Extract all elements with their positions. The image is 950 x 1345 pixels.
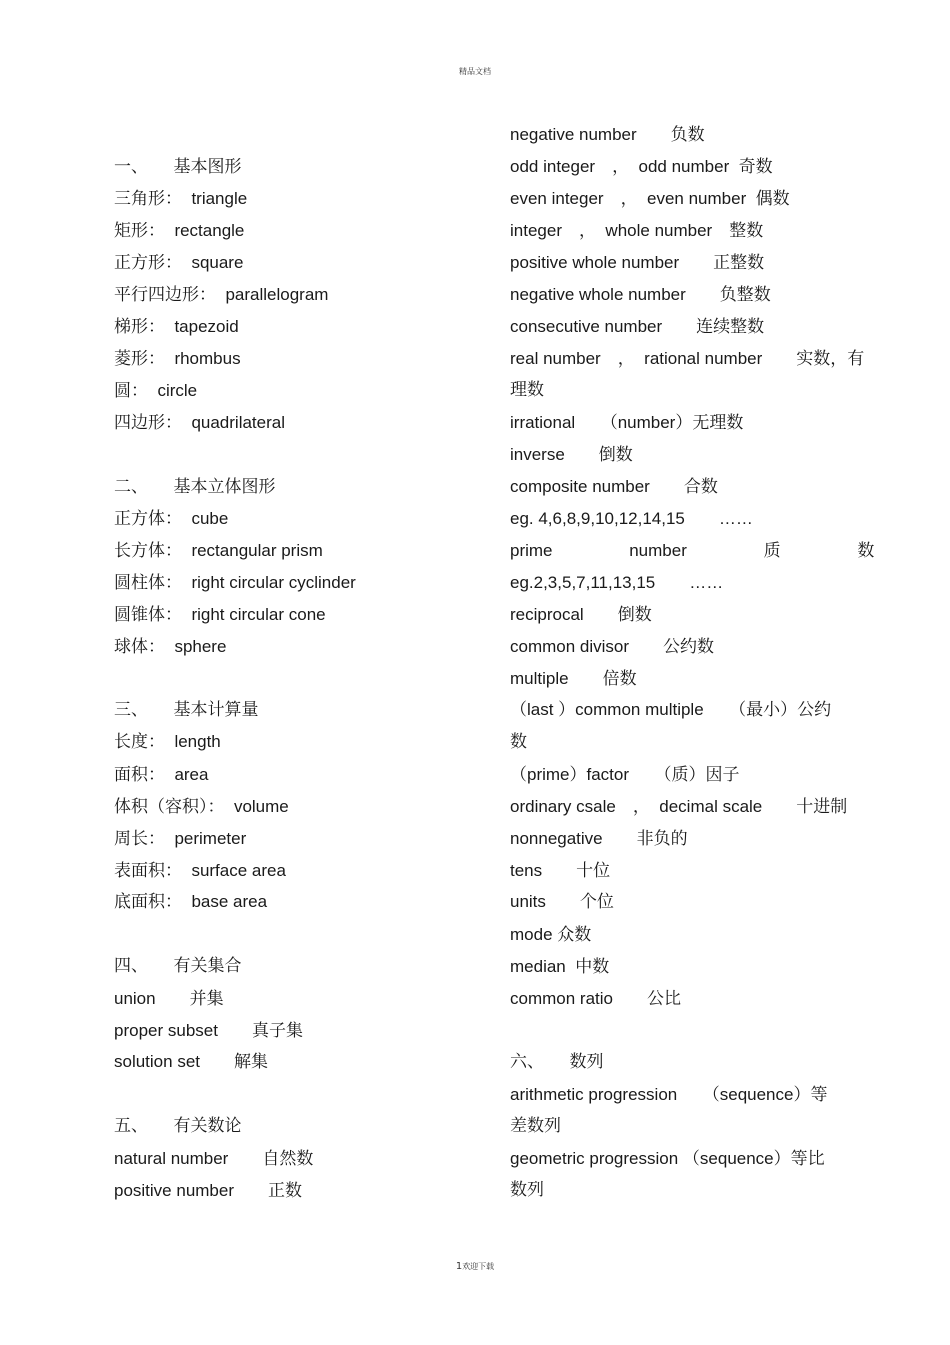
page-footer: [0, 1261, 950, 1272]
term-line: 圆柱体： right circular cyclinder: [114, 573, 356, 592]
page-number: 1: [455, 1261, 463, 1272]
term-line: 正方形： square: [114, 253, 244, 272]
term-line: multiple 倍数: [510, 669, 637, 688]
term-line-continued: 数列: [510, 1180, 544, 1199]
prime-number-text: prime number 质 数: [510, 541, 875, 560]
term-line: integer ， whole number 整数: [510, 221, 764, 240]
term-line: solution set 解集: [114, 1052, 268, 1071]
term-line: （last ）common multiple （最小）公约: [510, 700, 832, 719]
term-line: 球体： sphere: [114, 637, 227, 656]
section-heading-2: 二、 基本立体图形: [114, 477, 276, 496]
example-line: eg.2,3,5,7,11,13,15 ……: [510, 573, 724, 592]
term-line: odd integer ， odd number 奇数: [510, 157, 773, 176]
term-line: 周长： perimeter: [114, 829, 247, 848]
term-line: arithmetic progression （sequence）等: [510, 1085, 828, 1104]
term-line: 体积（容积）： volume: [114, 797, 289, 816]
section-heading-1: 一、 基本图形: [114, 157, 242, 176]
term-line: real number ， rational number 实数，有: [510, 349, 865, 368]
term-line: 长方体： rectangular prism: [114, 541, 323, 560]
term-line: positive number 正数: [114, 1181, 303, 1200]
page-header: 精品文档: [459, 67, 491, 76]
term-line: geometric progression （sequence）等比: [510, 1149, 825, 1168]
example-line: eg. 4,6,8,9,10,12,14,15 ……: [510, 509, 753, 528]
section-heading-4: 四、 有关集合: [114, 956, 242, 975]
term-line: common divisor 公约数: [510, 637, 715, 656]
term-line: （prime）factor （质）因子: [510, 765, 740, 784]
term-line-justified: [510, 541, 875, 561]
section-heading-6: 六、 数列: [510, 1052, 604, 1071]
term-line: 面积： area: [114, 765, 209, 784]
term-line: proper subset 真子集: [114, 1021, 303, 1040]
footer-text: 欢迎下载: [462, 1262, 495, 1271]
term-line: units 个位: [510, 892, 614, 911]
term-line: mode 众数: [510, 925, 592, 944]
term-line: tens 十位: [510, 861, 611, 880]
term-line: 梯形： tapezoid: [114, 317, 239, 336]
term-line: ordinary csale ， decimal scale 十进制: [510, 797, 848, 816]
term-line: 表面积： surface area: [114, 861, 286, 880]
term-line: 圆： circle: [114, 381, 198, 400]
term-line: 平行四边形： parallelogram: [114, 285, 329, 304]
term-line: natural number 自然数: [114, 1149, 314, 1168]
term-line: negative number 负数: [510, 125, 705, 144]
section-heading-5: 五、 有关数论: [114, 1116, 242, 1135]
term-line: 菱形： rhombus: [114, 349, 241, 368]
term-line: 圆锥体： right circular cone: [114, 605, 326, 624]
term-line: 三角形： triangle: [114, 189, 248, 208]
term-line-continued: 理数: [510, 380, 544, 399]
term-line: 正方体： cube: [114, 509, 229, 528]
term-line: 长度： length: [114, 732, 221, 751]
term-line: reciprocal 倒数: [510, 605, 652, 624]
term-line: irrational （number）无理数: [510, 413, 744, 432]
term-line: inverse 倒数: [510, 445, 633, 464]
term-line: common ratio 公比: [510, 989, 681, 1008]
term-line: even integer ， even number 偶数: [510, 189, 790, 208]
term-line-continued: 数: [510, 732, 527, 751]
term-line: 四边形： quadrilateral: [114, 413, 286, 432]
term-line: positive whole number 正整数: [510, 253, 765, 272]
term-line: consecutive number 连续整数: [510, 317, 765, 336]
term-line: union 并集: [114, 989, 224, 1008]
term-line: 矩形： rectangle: [114, 221, 245, 240]
term-line-continued: 差数列: [510, 1116, 561, 1135]
term-line: median 中数: [510, 957, 610, 976]
term-line: negative whole number 负整数: [510, 285, 771, 304]
term-line: 底面积： base area: [114, 892, 268, 911]
term-line: composite number 合数: [510, 477, 718, 496]
section-heading-3: 三、 基本计算量: [114, 700, 259, 719]
term-line: nonnegative 非负的: [510, 829, 688, 848]
